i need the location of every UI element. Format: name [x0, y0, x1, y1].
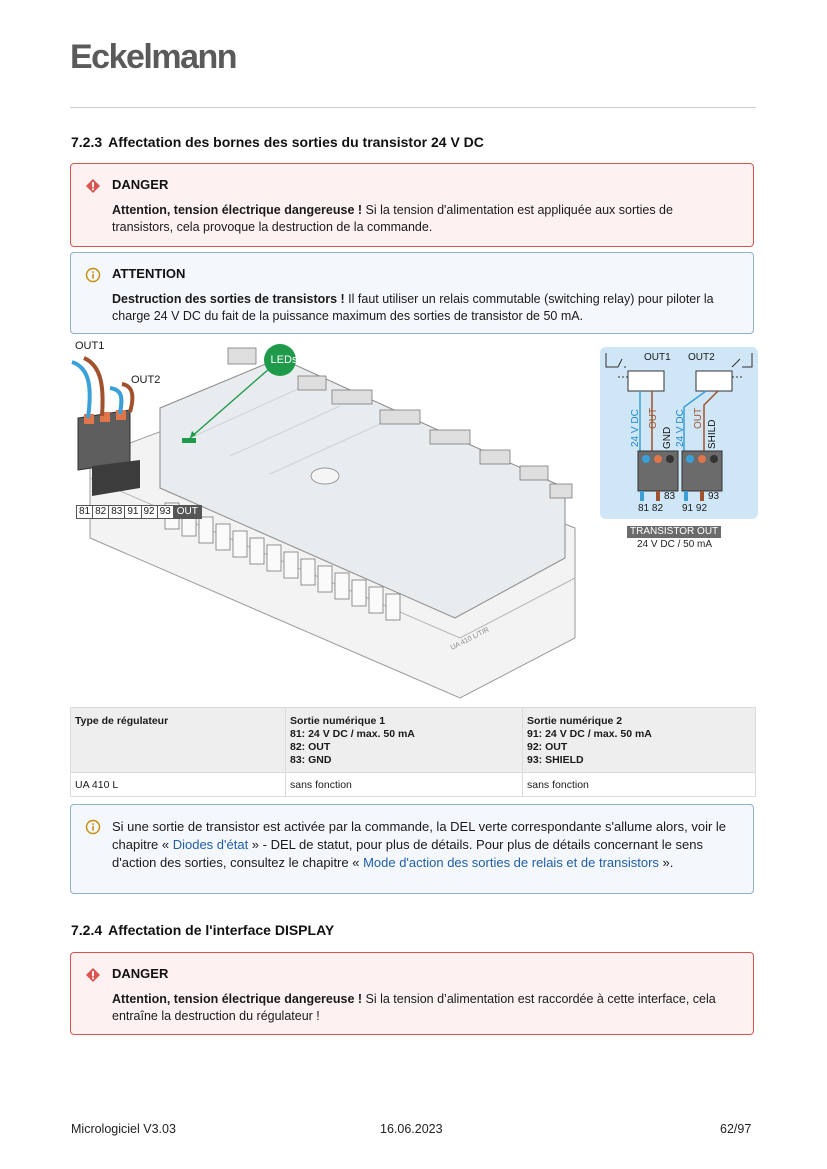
wire-label-gnd: GND: [662, 426, 673, 449]
note-text-part: Si une sortie de transistor est activée par la commande, la DEL verte correspondante s'allume alors, voir le chapitre «: [112, 819, 727, 852]
danger-body: Si la tension d’alimentation est raccordée à cette interface, cela entraîne la destruction du régulateur !: [112, 992, 716, 1023]
footer-date: 16.06.2023: [380, 1122, 443, 1136]
danger-text: [112, 991, 737, 1025]
footer-version: Micrologiciel V3.03: [71, 1122, 176, 1136]
attention-body: Il faut utiliser un relais commutable (switching relay) pour piloter la charge 24 V DC du fait de la puissance maximum des sorties de transistor de 50 mA.: [112, 292, 714, 323]
danger-bold: Attention, tension électrique dangereuse !: [112, 203, 363, 217]
table-header-type: [71, 708, 286, 773]
product-marking: UA 410 L/T/R: [449, 626, 491, 652]
terminal-83: 83: [109, 505, 125, 519]
table-header-output1: [286, 708, 523, 773]
terminal-81: 81: [76, 505, 93, 519]
terminal-92: 92: [142, 505, 158, 519]
pins-91-92: 91 92: [682, 503, 708, 514]
note-text-part: » - DEL de statut, pour plus de détails. Pour plus de détails concernant le sens d'action des sorties, consultez le chapitre «: [112, 837, 703, 870]
wire-label-24vdc-2: 24 V DC: [675, 409, 686, 447]
table-row: [71, 773, 756, 797]
danger-label: DANGER: [112, 966, 169, 981]
section-number: 7.2.3: [71, 134, 103, 150]
header-line: 93: SHIELD: [527, 754, 584, 766]
link-mode-action[interactable]: Mode d'action des sorties de relais et de transistors: [363, 855, 659, 870]
header-line: 83: GND: [290, 754, 332, 766]
header-line: 82: OUT: [290, 741, 331, 753]
schematic-out2: OUT2: [688, 352, 715, 363]
controller-illustration: [70, 338, 590, 700]
pin-83: 83: [664, 491, 676, 502]
transistor-schematic: [600, 347, 758, 519]
header-title: Type de régulateur: [75, 715, 169, 727]
header-title: Sortie numérique 2: [527, 715, 623, 727]
header-title: Sortie numérique 1: [290, 715, 386, 727]
table-cell: UA 410 L: [71, 773, 286, 797]
attention-text: [112, 291, 737, 325]
terminal-table: [70, 707, 756, 797]
pins-81-82: 81 82: [638, 503, 664, 514]
wire-label-shild: SHILD: [707, 419, 718, 449]
header-line: 91: 24 V DC / max. 50 mA: [527, 728, 652, 740]
note-box: [70, 804, 754, 894]
danger-bold: Attention, tension électrique dangereuse !: [112, 992, 363, 1006]
danger-text: [112, 202, 737, 236]
out2-label: OUT2: [131, 374, 161, 386]
out1-label: OUT1: [75, 340, 105, 352]
leds-label: LEDs: [270, 354, 298, 366]
terminal-strip: [76, 505, 202, 519]
table-cell: sans fonction: [286, 773, 523, 797]
link-diodes-etat[interactable]: Diodes d'état: [172, 837, 249, 852]
wire-label-out-2: OUT: [693, 407, 704, 429]
terminal-out: OUT: [174, 505, 202, 519]
footer-page: 62/97: [720, 1122, 752, 1136]
info-icon: [85, 819, 101, 840]
header-line: 92: OUT: [527, 741, 568, 753]
danger-icon: [85, 967, 101, 988]
company-logo: Eckelmann: [70, 38, 237, 76]
section-heading-7-2-3: [71, 134, 484, 150]
danger-box: [70, 163, 754, 247]
wire-label-out-1: OUT: [648, 407, 659, 429]
wire-label-24vdc-1: 24 V DC: [630, 409, 641, 447]
schematic-out1: OUT1: [644, 352, 671, 363]
terminal-93: 93: [158, 505, 174, 519]
danger-box-display: [70, 952, 754, 1035]
note-text-part: ».: [658, 855, 674, 870]
attention-bold: Destruction des sorties de transistors !: [112, 292, 345, 306]
table-header-row: [71, 708, 756, 773]
table-cell: sans fonction: [523, 773, 756, 797]
info-icon: [85, 267, 101, 288]
danger-label: DANGER: [112, 177, 169, 192]
section-title: Affectation de l'interface DISPLAY: [108, 922, 335, 938]
section-heading-7-2-4: [71, 922, 334, 938]
danger-icon: [85, 178, 101, 199]
header-line: 81: 24 V DC / max. 50 mA: [290, 728, 415, 740]
header-divider: [70, 107, 756, 108]
transistor-out-caption: TRANSISTOR OUT: [627, 526, 721, 538]
terminal-82: 82: [93, 505, 109, 519]
section-number: 7.2.4: [71, 922, 103, 938]
danger-body: Si la tension d'alimentation est appliquée aux sorties de transistors, cela provoque la destruction de la commande.: [112, 203, 673, 234]
table-header-output2: [523, 708, 756, 773]
pin-93: 93: [708, 491, 720, 502]
note-text: [112, 818, 737, 872]
attention-box: [70, 252, 754, 334]
transistor-out-rating: 24 V DC / 50 mA: [637, 539, 713, 550]
terminal-91: 91: [125, 505, 141, 519]
section-title: Affectation des bornes des sorties du transistor 24 V DC: [108, 134, 484, 150]
attention-label: ATTENTION: [112, 266, 186, 281]
